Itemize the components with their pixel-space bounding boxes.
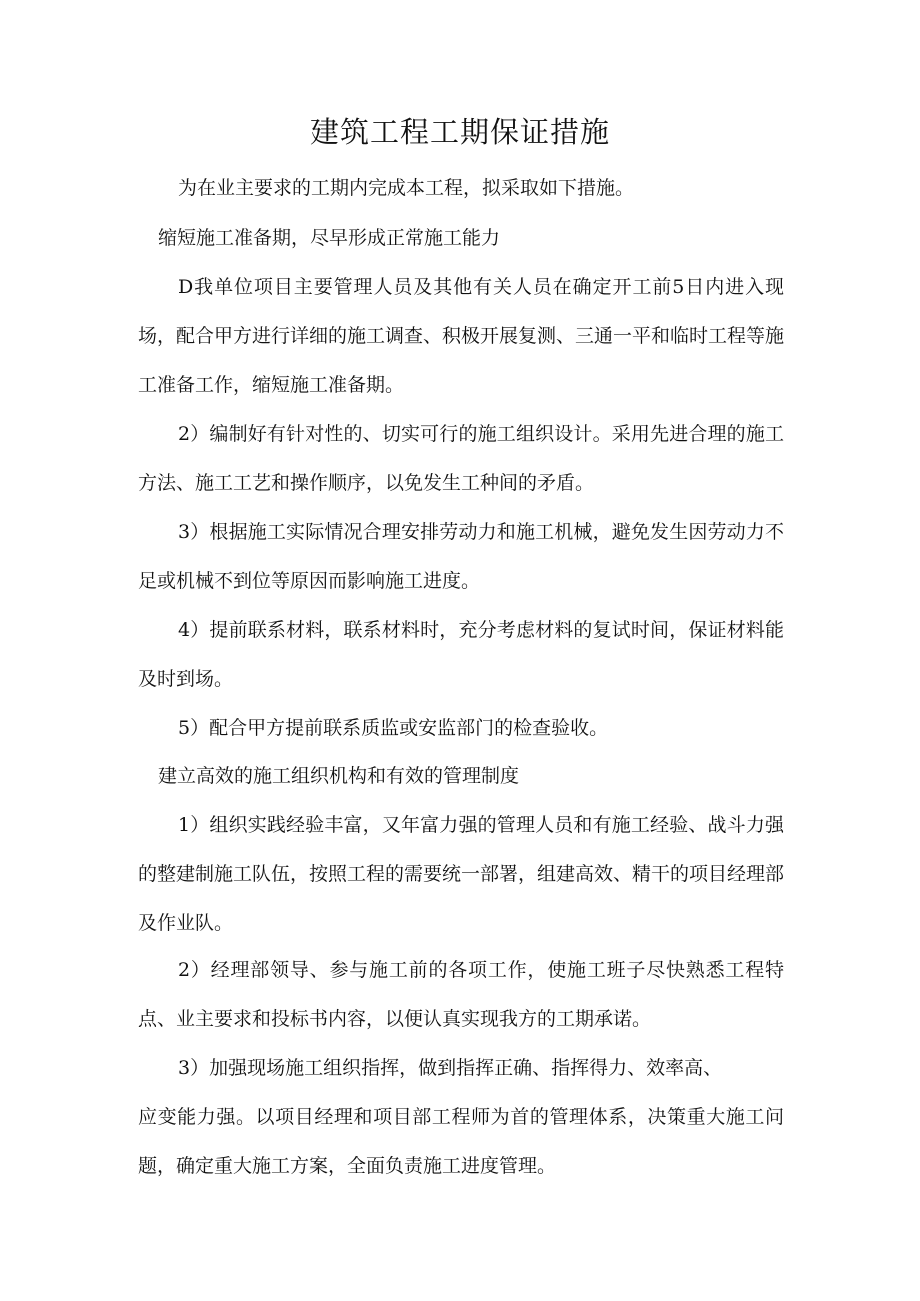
document-title: 建筑工程工期保证措施 [309, 115, 610, 149]
section-heading-organization: 建立高效的施工组织机构和有效的管理制度 [158, 765, 520, 787]
section2-item-2: 2）经理部领导、参与施工前的各项工作，使施工班子尽快熟悉工程特点、业主要求和投标书内容，以便认真实现我方的工期承诺。 [138, 959, 784, 1030]
section1-item-3: 3）根据施工实际情况合理安排劳动力和施工机械，避免发生因劳动力不足或机械不到位等原因而影响施工进度。 [138, 521, 784, 592]
section1-item-5: 5）配合甲方提前联系质监或安监部门的检查验收。 [178, 717, 609, 739]
section2-item-3: 3）加强现场施工组织指挥，做到指挥正确、指挥得力、效率高、 [178, 1057, 723, 1079]
section2-item-1: 1）组织实践经验丰富，又年富力强的管理人员和有施工经验、战斗力强的整建制施工队伍，按照工程的需要统一部署，组建高效、精干的项目经理部及作业队。 [138, 814, 785, 934]
section1-item-2: 2）编制好有针对性的、切实可行的施工组织设计。采用先进合理的施工方法、施工工艺和操作顺序，以免发生工种间的矛盾。 [138, 423, 784, 494]
intro-paragraph: 为在业主要求的工期内完成本工程，拟采取如下措施。 [178, 177, 635, 199]
section1-item-1: D我单位项目主要管理人员及其他有关人员在确定开工前5日内进入现场，配合甲方进行详细的施工调查、积极开展复测、三通一平和临时工程等施工准备工作，缩短施工准备期。 [138, 276, 785, 396]
section1-item-4: 4）提前联系材料，联系材料时，充分考虑材料的复试时间，保证材料能及时到场。 [138, 619, 784, 690]
section2-item-3-continuation: 应变能力强。以项目经理和项目部工程师为首的管理体系，决策重大施工问题，确定重大施工方案，全面负责施工进度管理。 [138, 1106, 784, 1177]
section-heading-preparation: 缩短施工准备期，尽早形成正常施工能力 [158, 227, 501, 249]
